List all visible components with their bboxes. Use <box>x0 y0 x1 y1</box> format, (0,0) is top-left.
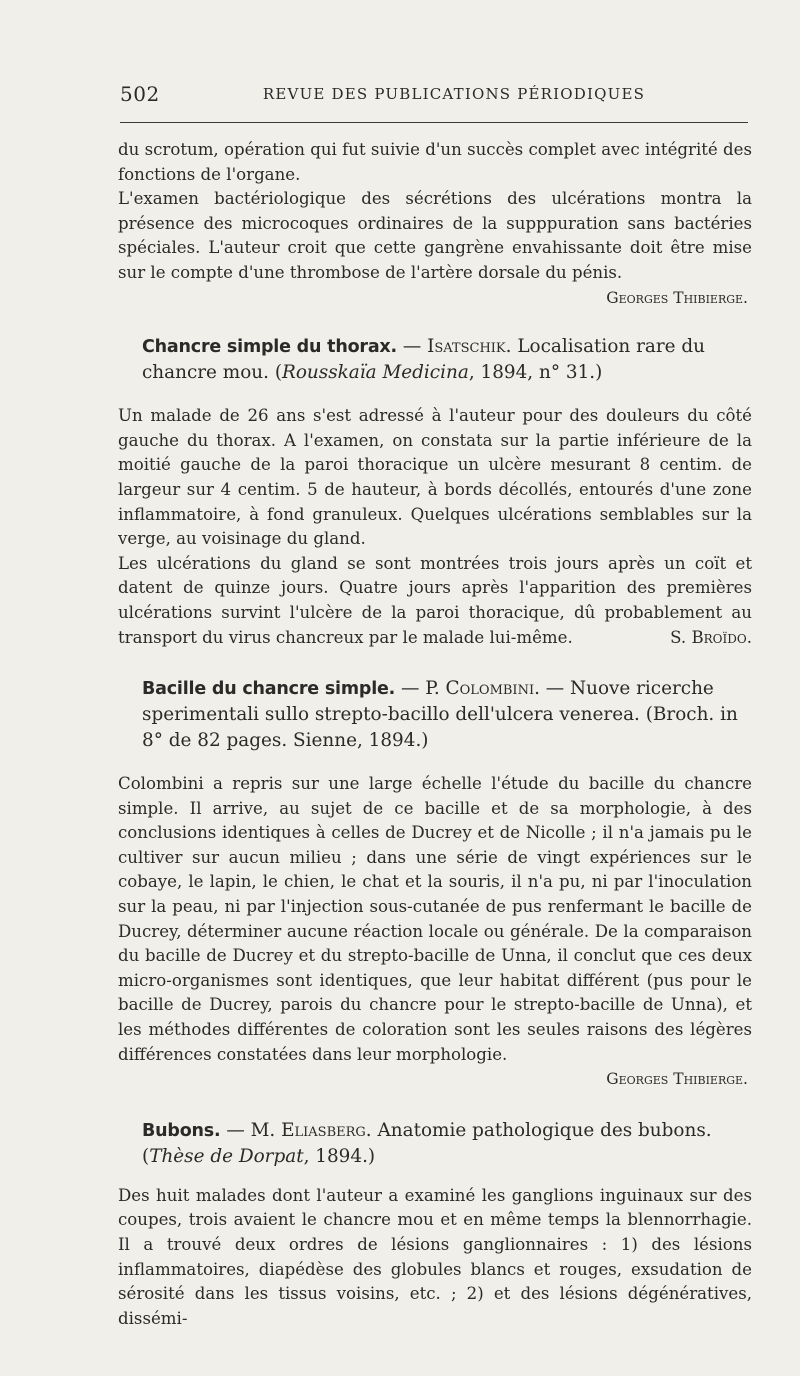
thesis-name: Thèse de Dorpat <box>149 1145 304 1167</box>
author-name: Eliasberg <box>281 1119 366 1141</box>
header-rule <box>120 122 748 123</box>
paragraph: du scrotum, opération qui fut suivie d'un succès complet avec intégrité des fonctions de l'organe. <box>118 140 752 184</box>
article-title: Bacille du chancre simple. — P. Colombini. — Nuove ricerche sperimentali sullo strepto-bacillo dell'ulcera venerea. (Broch. in 8° de 82 pages. Sienne, 1894.) <box>142 678 738 752</box>
paragraph: Un malade de 26 ans s'est adressé à l'auteur pour des douleurs du côté gauche du thorax. A l'examen, on constata sur la partie inférieure de la moitié gauche de la paroi thoracique un ulcère mesurant 8 centim. de largeur sur 4 centim. 5 de hauteur, à bords décollés, entourés d'une zone inflammatoire, à fond granuleux. Quelques ulcérations semblables sur la verge, au voisinage du gland. <box>118 406 752 549</box>
paragraph: L'examen bactériologique des sécrétions des ulcérations montra la présence des microcoques ordinaires de la supppuration sans bactéries spéciales. L'auteur croit que cette gangrène envahissante doit être mise sur le compte d'une thrombose de l'artère dorsale du pénis. <box>118 189 752 282</box>
signature: S. Broïdo. <box>670 627 752 647</box>
author-name: Colombini <box>445 678 535 700</box>
title-bold: Chancre simple du thorax. <box>142 337 397 358</box>
page-number: 502 <box>120 82 160 106</box>
running-title: REVUE DES PUBLICATIONS PÉRIODIQUES <box>262 85 646 103</box>
title-bold: Bubons. <box>142 1120 221 1141</box>
journal-name: Rousskaïa Medicina <box>282 362 469 384</box>
page-body <box>118 138 752 1331</box>
page-header <box>118 82 750 110</box>
paragraph: Les ulcérations du gland se sont montrées trois jours après un coït et datent de quinze jours. Quatre jours après l'apparition des premières ulcérations survint l'ulcère de la paroi thoracique, dû probablement au transport du virus chancreux par le malade lui-même. S. Broïdo. <box>118 552 752 650</box>
author-name: Isatschik <box>427 336 506 358</box>
title-bold: Bacille du chancre simple. <box>142 679 396 700</box>
signature: Georges Thibierge. <box>606 1070 748 1089</box>
paragraph: Colombini a repris sur une large échelle l'étude du bacille du chancre simple. Il arrive, au sujet de ce bacille et de sa morphologie, à des conclusions identiques à celles de Ducrey et de Nicolle ; il n'a jamais pu le cultiver sur aucun milieu ; dans une série de vingt expériences sur le cobaye, le lapin, le chien, le chat et la souris, il n'a pu, ni par l'inoculation sur la peau, ni par l'injection sous-cutanée de pus renfermant le bacille de Ducrey, déterminer aucune réaction locale ou générale. De la comparaison du bacille de Ducrey et du strepto-bacille de Unna, il conclut que ces deux micro-organismes sont identiques, que leur habitat différent (pus pour le bacille de Ducrey, parois du chancre pour le strepto-bacille de Unna), et les méthodes différentes de coloration sont les seules raisons des légères différences constatées dans leur morphologie. <box>118 774 752 1064</box>
signature: Georges Thibierge. <box>606 288 748 307</box>
article-title: Chancre simple du thorax. — Isatschik. Localisation rare du chancre mou. (Rousskaïa Medicina, 1894, n° 31.) <box>142 336 705 384</box>
paragraph: Des huit malades dont l'auteur a examiné les ganglions inguinaux sur des coupes, trois avaient le chancre mou et en même temps la blennorrhagie. Il a trouvé deux ordres de lésions ganglionnaires : 1) des lésions inflammatoires, diapédèse des globules blancs et rouges, exsudation de sérosité dans les tissus voisins, etc. ; 2) et des lésions dégénératives, dissémi- <box>118 1185 752 1328</box>
article-title: Bubons. — M. Eliasberg. Anatomie pathologique des bubons. (Thèse de Dorpat, 1894.) <box>142 1119 712 1167</box>
